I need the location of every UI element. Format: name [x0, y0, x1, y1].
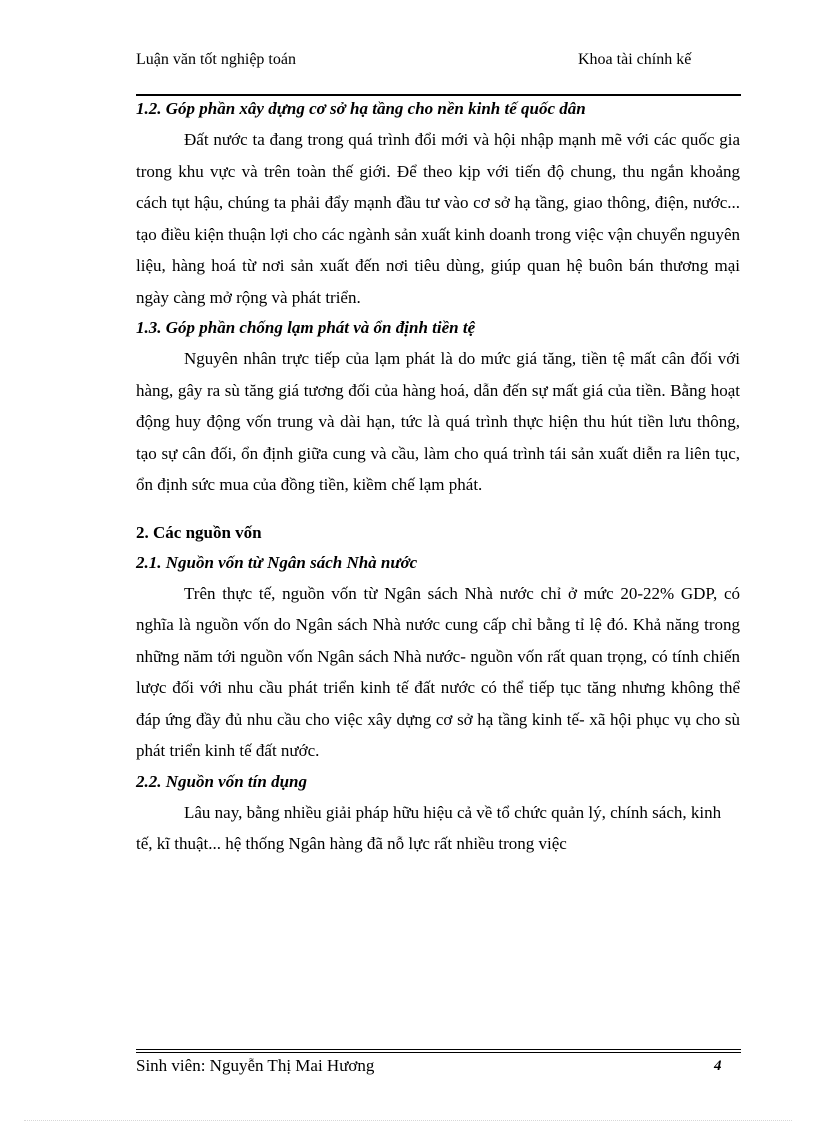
footer-rule-top: [136, 1049, 741, 1050]
section-2-heading: 2. Các nguồn vốn: [136, 522, 262, 542]
footer-rule-bottom: [136, 1052, 741, 1053]
footer-student-name: Sinh viên: Nguyễn Thị Mai Hương: [136, 1056, 375, 1075]
header-left-title: Luận văn tốt nghiệp toán: [136, 51, 296, 68]
section-spacer: [136, 501, 740, 518]
section-2-2-paragraph: Lâu nay, bằng nhiều giải pháp hữu hiệu cả về tổ chức quản lý, chính sách, kinh tế, kĩ thuật... hệ thống Ngân hàng đã nỗ lực rất nhiều trong việc: [136, 802, 722, 853]
section-2-1-heading: 2.1. Nguồn vốn từ Ngân sách Nhà nước: [136, 552, 418, 572]
section-2-2-heading: 2.2. Nguồn vốn tín dụng: [136, 771, 307, 791]
page-number: 4: [714, 1058, 722, 1074]
section-1-3-paragraph: Nguyên nhân trực tiếp của lạm phát là do mức giá tăng, tiền tệ mất cân đối với hàng, gây ra sù tăng giá tương đối của hàng hoá, dẫn đến sự mất giá của tiền. Bằng hoạt động huy động vốn trung và dài hạn, tức là quá trình thực hiện thu hút tiền lưu thông, tạo sự cân đối, ổn định giữa cung và cầu, làm cho quá trình tái sản xuất diễn ra liên tục, ổn định sức mua của đồng tiền, kiềm chế lạm phát.: [136, 349, 740, 494]
section-1-2-paragraph: Đất nước ta đang trong quá trình đổi mới và hội nhập mạnh mẽ với các quốc gia trong khu vực và trên toàn thế giới. Để theo kịp với tiến độ chung, thu ngắn khoảng cách tụt hậu, chúng ta phải đẩy mạnh đầu tư vào cơ sở hạ tầng, giao thông, điện, nước... tạo điều kiện thuận lợi cho các ngành sản xuất kinh doanh trong việc vận chuyển nguyên liệu, hàng hoá từ nơi sản xuất đến nơi tiêu dùng, giúp quan hệ buôn bán thương mại ngày càng mở rộng và phát triển.: [136, 130, 740, 307]
page-bottom-dotted-line: [24, 1120, 792, 1121]
section-2-1-paragraph: Trên thực tế, nguồn vốn từ Ngân sách Nhà nước chỉ ở mức 20-22% GDP, có nghĩa là nguồn vốn do Ngân sách Nhà nước cung cấp chỉ bằng tỉ lệ đó. Khả năng trong những năm tới nguồn vốn Ngân sách Nhà nước- nguồn vốn rất quan trọng, có tính chiến lược đối với nhu cầu phát triển kinh tế đất nước có thể tiếp tục tăng nhưng không thể đáp ứng đầy đủ nhu cầu cho việc xây dựng cơ sở hạ tầng kinh tế- xã hội phục vụ cho sù phát triển kinh tế đất nước.: [136, 583, 740, 760]
section-1-2-heading: 1.2. Góp phần xây dựng cơ sở hạ tầng cho nền kinh tế quốc dân: [136, 99, 586, 118]
header-right-title: Khoa tài chính kế: [578, 51, 692, 68]
section-1-3-heading: 1.3. Góp phần chống lạm phát và ổn định tiền tệ: [136, 318, 476, 337]
document-body: [136, 94, 740, 860]
